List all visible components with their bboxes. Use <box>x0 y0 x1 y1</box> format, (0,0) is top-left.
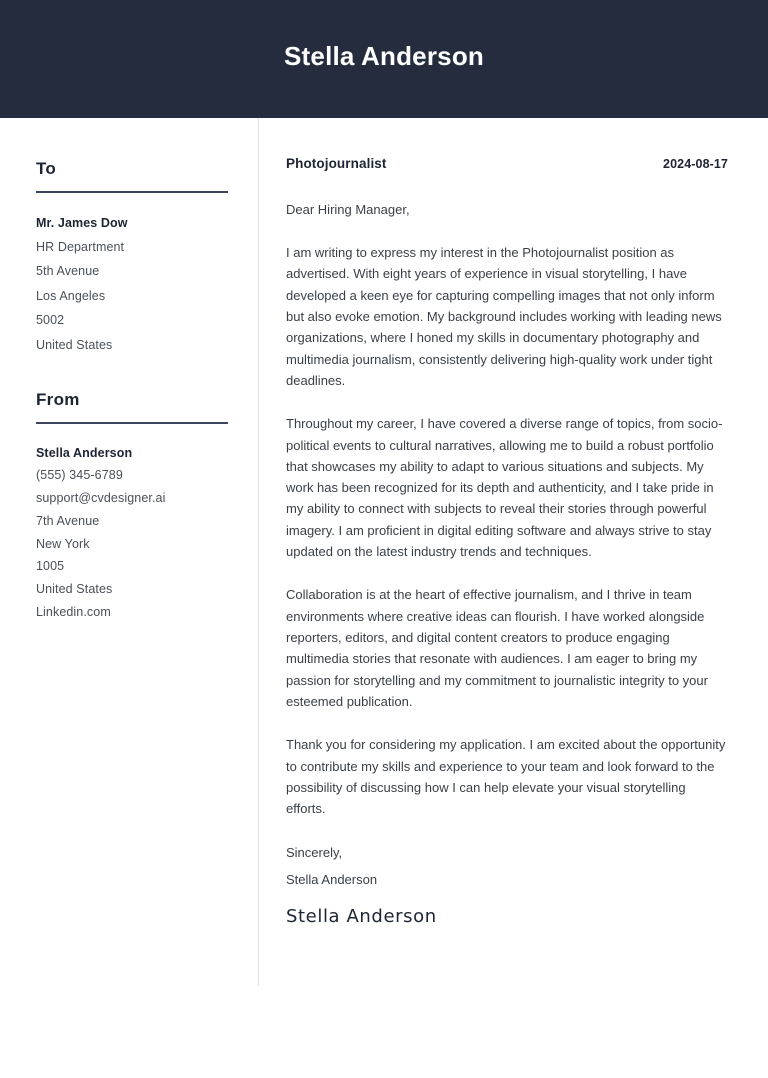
letter-paragraph: Throughout my career, I have covered a diverse range of topics, from socio-political events to cultural narratives, allowing me to build a robust portfolio that showcases my ability to adapt to various situations and subjects. My work has been recognized for its depth and authenticity, and I take pride in my ability to connect with subjects to reveal their stories through powerful imagery. I am proficient in digital editing software and always strive to stay updated on the latest industry trends and techniques. <box>286 416 723 560</box>
letter-column <box>258 118 768 928</box>
page-title: Stella Anderson <box>284 41 484 71</box>
letter-paragraph: Thank you for considering my application. I am excited about the opportunity to contribute my skills and experience to your team and look forward to the possibility of discussing how I can help elevate your visual storytelling efforts. <box>286 737 726 817</box>
sender-line: 7th Avenue <box>36 513 100 528</box>
header-band <box>0 0 768 118</box>
to-heading-rule <box>36 191 228 193</box>
sender-name: Stella Anderson <box>36 445 133 460</box>
salutation: Dear Hiring Manager, <box>286 202 410 217</box>
to-heading: To <box>36 159 57 178</box>
sender-block <box>36 391 228 624</box>
closing-name: Stella Anderson <box>286 871 378 887</box>
from-heading-rule <box>36 422 228 424</box>
recipient-block <box>36 160 228 357</box>
sidebar <box>0 118 258 658</box>
body-area <box>0 118 768 1078</box>
sender-phone: (555) 345-6789 <box>36 468 123 483</box>
sender-email: support@cvdesigner.ai <box>36 491 166 506</box>
sender-line: United States <box>36 582 113 597</box>
recipient-line: Los Angeles <box>36 288 106 303</box>
job-title: Photojournalist <box>286 156 387 171</box>
letter-header-row <box>286 156 728 171</box>
sender-linkedin: Linkedin.com <box>36 604 111 619</box>
letter-paragraph: I am writing to express my interest in the Photojournalist position as advertised. With eight years of experience in visual storytelling, I have developed a keen eye for capturing compelling images that not only inform but also evoke emotion. My background includes working with leading news organizations, where I honed my skills in documentary photography and multimedia journalism, consistently delivering high-quality work under tight deadlines. <box>286 245 722 388</box>
recipient-line: 5th Avenue <box>36 264 100 279</box>
recipient-name: Mr. James Dow <box>36 215 128 230</box>
letter-paragraph: Collaboration is at the heart of effective journalism, and I thrive in team environments where creative ideas can flourish. I have worked alongside reporters, editors, and digital content creators to produce engaging multimedia stories that resonate with audiences. I am eager to bring my passion for storytelling and my commitment to journalistic integrity to your esteemed publication. <box>286 587 708 709</box>
letter-date: 2024-08-17 <box>663 157 728 171</box>
sender-line: 1005 <box>36 559 65 574</box>
recipient-line: HR Department <box>36 240 125 255</box>
sender-line: New York <box>36 536 90 551</box>
from-heading: From <box>36 389 80 409</box>
recipient-line: 5002 <box>36 313 65 328</box>
signature: Stella Anderson <box>286 906 437 928</box>
closing-salutation: Sincerely, <box>286 844 343 860</box>
recipient-line: United States <box>36 337 113 352</box>
